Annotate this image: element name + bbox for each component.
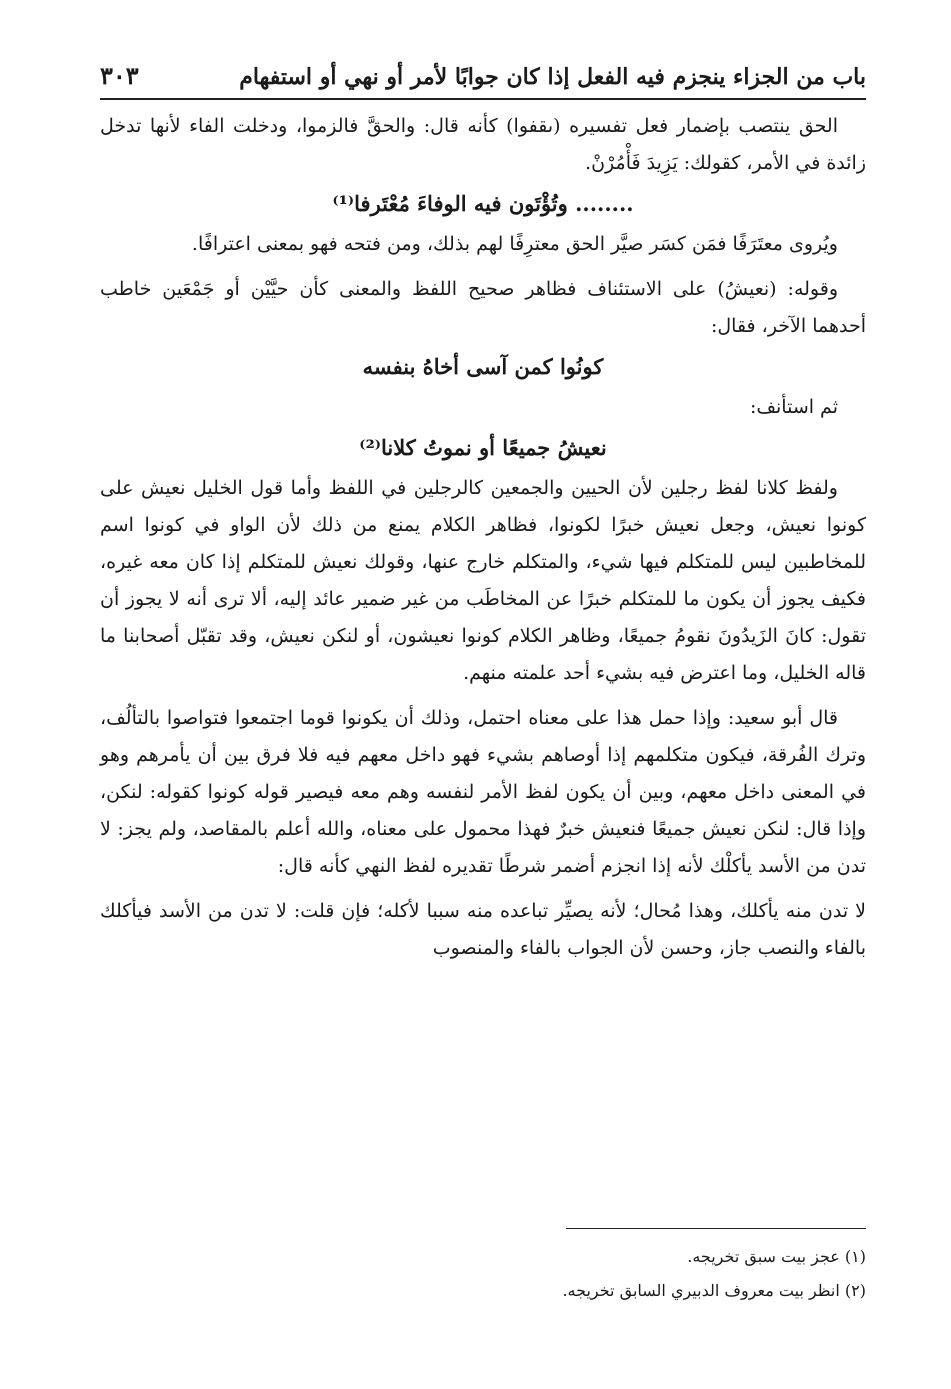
paragraph-3: وقوله: (نعيشُ) على الاستئناف فظاهر صحيح اللفظ والمعنى كأن حيَّيْن أو جَمْعَين خاطب أحدهما الآخر، فقال: [100, 278, 866, 337]
paragraph-6: قال أبو سعيد: وإذا حمل هذا على معناه احتمل، وذلك أن يكونوا قوما اجتمعوا فتواصوا بالتألُف، وترك الفُرقة، فيكون متكلمهم إذا أوصاهم بشيء فهو داخل معهم فيه فلا فرق بين أن يأمرهم وهو في المعنى داخل معهم، وبين أن يكون لفظ الأمر لنفسه وهم معه فيصير قوله كونوا كقوله: لنكن، وإذا قال: لنكن نعيش جميعًا فنعيش خبرٌ فهذا محمول على معناه، والله أعلم بالمقاصد، ولم يجز: لا تدن من الأسد يأكلْك لأنه إذا انجزم أضمر شرطًا تقديره لفظ النهي كأنه قال: [100, 707, 866, 877]
document-page [100, 0, 866, 1389]
footnote-2: (٢) انظر بيت معروف الدبيري السابق تخريجه. [562, 1281, 866, 1300]
paragraph-7: لا تدن منه يأكلك، وهذا مُحال؛ لأنه يصيِّر تباعده منه سببا لأكله؛ فإن قلت: لا تدن من الأسد فيأكلك بالفاء والنصب جاز، وحسن لأن الجواب بالفاء والمنصوب [100, 900, 866, 959]
paragraph-2: ويُروى معتَرَفًا فمَن كسَر صيَّر الحق معترِفًا لهم بذلك، ومن فتحه فهو بمعنى اعترافًا. [191, 233, 838, 255]
paragraph-4: ثم استأنف: [749, 396, 838, 418]
header-rule [100, 98, 866, 100]
running-header [100, 50, 866, 90]
verse-1: ........ وتُؤْتَون فيه الوفاءَ مُعْتَرفا⁽¹⁾ [332, 191, 634, 216]
verse-2: كونُوا كمن آسى أخاهُ بنفسه [362, 354, 604, 379]
verse-3: نعيشُ جميعًا أو نموتُ كلانا⁽²⁾ [359, 435, 607, 460]
paragraph-5: ولفظ كلانا لفظ رجلين لأن الحيين والجمعين كالرجلين في اللفظ وأما قول الخليل نعيش على كونوا نعيش، وجعل نعيش خبرًا لكونوا، فظاهر الكلام يمنع من ذلك لأن الواو في كونوا اسم للمخاطبين ليس للمتكلم فيها شيء، والمتكلم خارج عنها، وقولك نعيش للمتكلم إذا كان معه غيره، فكيف يجوز أن يكون ما للمتكلم خبرًا عن المخاطَب من غير ضمير عائد إليه، ألا ترى أنه لا يجوز أن تقول: كانَ الزَيدُونَ نقومُ جميعًا، وظاهر الكلام كونوا نعيشون، أو لنكن نعيش، وقد تقبّل أصحابنا ما قاله الخليل، وما اعترض فيه بشيء أحد علمته منهم. [100, 477, 866, 684]
footnote-1: (١) عجز بيت سبق تخريجه. [687, 1247, 866, 1266]
footnotes [100, 1240, 866, 1308]
footnote-rule [566, 1228, 866, 1229]
main-text [100, 108, 866, 967]
chapter-title: باب من الجزاء ينجزم فيه الفعل إذا كان جوابًا لأمر أو نهي أو استفهام [239, 64, 866, 90]
paragraph-1: الحق ينتصب بإضمار فعل تفسيره (ىقفوا) كأنه قال: والحقَّ فالزموا، ودخلت الفاء لأنها تدخل زائدة في الأمر، كقولك: يَزِيدَ فَأْمُرْنْ. [100, 115, 866, 174]
page-number: ٣٠٣ [100, 61, 139, 90]
